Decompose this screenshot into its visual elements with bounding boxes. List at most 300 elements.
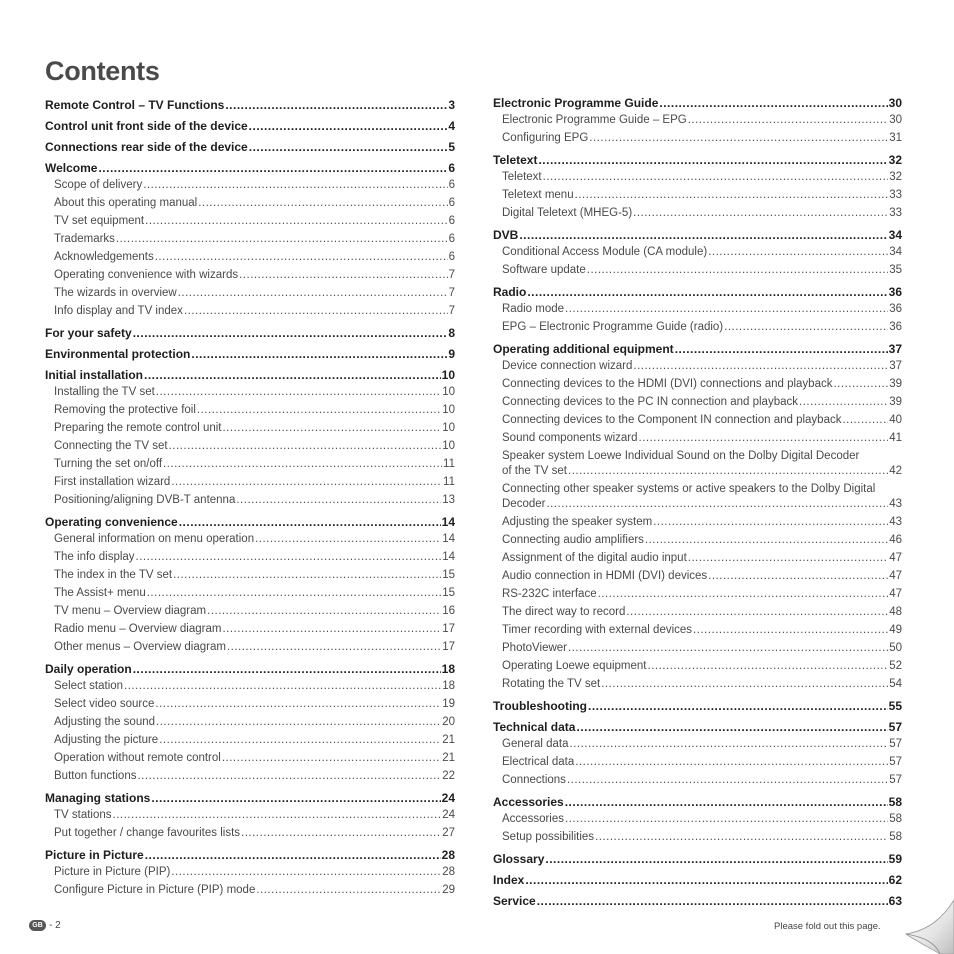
toc-page-number: 6: [448, 179, 455, 191]
toc-page-number: 24: [442, 809, 455, 821]
toc-heading-control-unit-front-side-of-the-device[interactable]: [45, 117, 455, 134]
toc-subentry-teletext-menu[interactable]: [493, 186, 902, 204]
toc-page-number: 57: [889, 774, 902, 786]
dot-leader: [693, 622, 888, 639]
toc-subentry-configure-picture-in-picture-pip-mode[interactable]: [45, 881, 455, 899]
dot-leader: [659, 95, 887, 111]
toc-page-number: 33: [889, 189, 902, 201]
toc-subentry-connecting-devices-to-the-component-in-c[interactable]: [493, 411, 902, 429]
toc-subentry-connecting-devices-to-the-hdmi-dvi-conne[interactable]: [493, 375, 902, 393]
toc-page-number: 17: [442, 623, 455, 635]
dot-leader: [633, 205, 888, 222]
toc-page-number: 24: [441, 791, 455, 805]
toc-entry-title: Welcome: [45, 161, 98, 175]
dot-leader: [236, 492, 441, 509]
toc-entry-title: Other menus – Overview diagram: [54, 641, 226, 653]
toc-subentry-the-assist-menu[interactable]: [45, 584, 455, 602]
toc-subentry-button-functions[interactable]: [45, 767, 455, 785]
toc-heading-initial-installation[interactable]: [45, 366, 455, 383]
dot-leader: [568, 464, 888, 479]
toc-page-number: 31: [889, 132, 902, 144]
toc-entry-title-continued: of the TV set: [502, 465, 567, 477]
toc-entry-title: Operating additional equipment: [493, 342, 674, 356]
toc-subentry-put-together-change-favourites-lists[interactable]: [45, 824, 455, 842]
toc-entry-title: TV set equipment: [54, 215, 145, 227]
toc-subentry-the-index-in-the-tv-set[interactable]: [45, 566, 455, 584]
toc-page-number: 58: [888, 795, 902, 809]
toc-subentry-installing-the-tv-set[interactable]: [45, 383, 455, 401]
toc-page-number: 19: [442, 698, 455, 710]
toc-page-number: 28: [442, 866, 455, 878]
dot-leader: [124, 678, 441, 695]
toc-subentry-audio-connection-in-hdmi-dvi-devices[interactable]: [493, 567, 902, 585]
toc-subentry-positioning-aligning-dvb-t-antenna[interactable]: [45, 491, 455, 509]
toc-heading-connections-rear-side-of-the-device[interactable]: [45, 138, 455, 155]
toc-page-number: 57: [889, 738, 902, 750]
toc-subentry-the-direct-way-to-record[interactable]: [493, 603, 902, 621]
dot-leader: [173, 567, 441, 584]
toc-page-number: 10: [442, 440, 455, 452]
dot-leader: [546, 497, 888, 512]
toc-heading-environmental-protection[interactable]: [45, 345, 455, 362]
toc-subentry-connecting-audio-amplifiers[interactable]: [493, 531, 902, 549]
toc-subentry-operating-loewe-equipment[interactable]: [493, 657, 902, 675]
toc-page-number: 35: [889, 264, 902, 276]
toc-page-number: 47: [889, 588, 902, 600]
toc-page-number: 42: [889, 465, 902, 477]
toc-entry-title: Audio connection in HDMI (DVI) devices: [502, 570, 708, 582]
toc-subentry-select-video-source[interactable]: [45, 695, 455, 713]
toc-entry-title: Service: [493, 894, 536, 908]
toc-entry-title: Control unit front side of the device: [45, 119, 248, 133]
toc-entry-title: Assignment of the digital audio input: [502, 552, 687, 564]
toc-entry-title: Scope of delivery: [54, 179, 143, 191]
toc-entry-title: Turning the set on/off: [54, 458, 163, 470]
toc-page-number: 33: [889, 207, 902, 219]
dot-leader: [241, 825, 441, 842]
toc-entry-title: First installation wizard: [54, 476, 171, 488]
dot-leader: [567, 772, 888, 789]
toc-entry-title: PhotoViewer: [502, 642, 567, 654]
toc-page-number: 18: [441, 662, 455, 676]
dot-leader: [133, 661, 441, 677]
toc-page-number: 14: [441, 515, 455, 529]
toc-page-number: 30: [889, 114, 902, 126]
dot-leader: [184, 303, 448, 320]
dot-leader: [225, 97, 447, 113]
toc-subentry-scope-of-delivery[interactable]: [45, 176, 455, 194]
toc-subentry-device-connection-wizard[interactable]: [493, 357, 902, 375]
toc-entry-title: General information on menu operation: [54, 533, 255, 545]
fold-out-note: Please fold out this page.: [774, 921, 881, 932]
toc-subentry-first-installation-wizard[interactable]: [45, 473, 455, 491]
dot-leader: [116, 231, 448, 248]
toc-page-number: 47: [889, 570, 902, 582]
dot-leader: [136, 549, 442, 566]
toc-subentry-epg-electronic-programme-guide-radio[interactable]: [493, 318, 902, 336]
toc-entry-title: Electronic Programme Guide – EPG: [502, 114, 687, 126]
toc-entry-title: EPG – Electronic Programme Guide (radio): [502, 321, 724, 333]
dot-leader: [799, 394, 888, 411]
page-number: - 2: [49, 920, 61, 931]
toc-entry-title: Daily operation: [45, 662, 132, 676]
toc-entry-title: Accessories: [502, 813, 564, 825]
toc-subentry-acknowledgements[interactable]: [45, 248, 455, 266]
toc-entry-title: The index in the TV set: [54, 569, 173, 581]
toc-subentry-adjusting-the-sound[interactable]: [45, 713, 455, 731]
dot-leader: [633, 358, 888, 375]
dot-leader: [113, 807, 442, 824]
toc-heading-troubleshooting[interactable]: [493, 697, 902, 714]
toc-entry-title: About this operating manual: [54, 197, 198, 209]
toc-entry-title: Adjusting the speaker system: [502, 516, 653, 528]
dot-leader: [198, 195, 447, 212]
dot-leader: [155, 696, 441, 713]
toc-page-number: 7: [448, 305, 455, 317]
dot-leader: [249, 139, 448, 155]
toc-entry-title: DVB: [493, 228, 519, 242]
dot-leader: [249, 118, 448, 134]
toc-page-number: 17: [442, 641, 455, 653]
toc-page-number: 21: [442, 734, 455, 746]
toc-entry-title: Picture in Picture: [45, 848, 144, 862]
toc-heading-managing-stations[interactable]: [45, 789, 455, 806]
toc-entry-title: Configuring EPG: [502, 132, 589, 144]
toc-subentry-info-display-and-tv-index[interactable]: [45, 302, 455, 320]
toc-entry-title: Index: [493, 873, 525, 887]
toc-entry-title: Select video source: [54, 698, 155, 710]
toc-page-number: 46: [889, 534, 902, 546]
toc-entry-title: Initial installation: [45, 368, 144, 382]
toc-page-number: 37: [888, 342, 902, 356]
toc-left-column: [45, 96, 455, 899]
toc-subentry-general-information-on-menu-operation[interactable]: [45, 530, 455, 548]
toc-entry-title: Button functions: [54, 770, 137, 782]
dot-leader: [688, 550, 888, 567]
dot-leader: [645, 532, 888, 549]
toc-subentry-connecting-devices-to-the-pc-in-connecti[interactable]: [493, 393, 902, 411]
toc-subentry-rotating-the-tv-set[interactable]: [493, 675, 902, 693]
toc-page-number: 58: [889, 831, 902, 843]
dot-leader: [207, 603, 441, 620]
toc-subentry-adjusting-the-picture[interactable]: [45, 731, 455, 749]
dot-leader: [595, 829, 888, 846]
toc-page-number: 6: [448, 197, 455, 209]
toc-entry-title: Picture in Picture (PIP): [54, 866, 171, 878]
toc-subentry-radio-mode[interactable]: [493, 300, 902, 318]
toc-subentry-digital-teletext-mheg-5[interactable]: [493, 204, 902, 222]
toc-entry-title: Device connection wizard: [502, 360, 633, 372]
toc-page-number: 10: [442, 404, 455, 416]
toc-page-number: 14: [442, 533, 455, 545]
toc-right-column: [493, 94, 902, 909]
toc-subentry-trademarks[interactable]: [45, 230, 455, 248]
toc-subentry-preparing-the-remote-control-unit[interactable]: [45, 419, 455, 437]
toc-heading-accessories[interactable]: [493, 793, 902, 810]
toc-page-number: 5: [448, 140, 455, 154]
toc-page-number: 32: [888, 153, 902, 167]
dot-leader: [589, 130, 888, 147]
toc-entry-title: Accessories: [493, 795, 564, 809]
toc-entry-title: Preparing the remote control unit: [54, 422, 222, 434]
toc-page-number: 21: [442, 752, 455, 764]
dot-leader: [179, 514, 441, 530]
toc-subentry-select-station[interactable]: [45, 677, 455, 695]
toc-page-number: 11: [443, 458, 455, 470]
toc-entry-title: Digital Teletext (MHEG-5): [502, 207, 633, 219]
toc-page-number: 28: [441, 848, 455, 862]
toc-entry-title: Operating convenience with wizards: [54, 269, 239, 281]
toc-entry-title: Operating Loewe equipment: [502, 660, 647, 672]
toc-entry-title: Adjusting the sound: [54, 716, 156, 728]
dot-leader: [708, 244, 888, 261]
dot-leader: [675, 341, 888, 357]
dot-leader: [724, 319, 888, 336]
toc-entry-title: Installing the TV set: [54, 386, 155, 398]
toc-entry-title: Adjusting the picture: [54, 734, 159, 746]
toc-subentry-general-data[interactable]: [493, 735, 902, 753]
toc-page-number: 6: [448, 233, 455, 245]
toc-subentry-about-this-operating-manual[interactable]: [45, 194, 455, 212]
toc-subentry-the-wizards-in-overview[interactable]: [45, 284, 455, 302]
dot-leader: [538, 152, 887, 168]
dot-leader: [144, 367, 441, 383]
toc-subentry-the-info-display[interactable]: [45, 548, 455, 566]
dot-leader: [145, 213, 447, 230]
toc-page-number: 13: [442, 494, 455, 506]
toc-entry-title: Connecting the TV set: [54, 440, 168, 452]
toc-page-number: 20: [442, 716, 455, 728]
toc-subentry-operating-convenience-with-wizards[interactable]: [45, 266, 455, 284]
toc-entry-title: Connecting audio amplifiers: [502, 534, 644, 546]
toc-page-number: 14: [442, 551, 455, 563]
dot-leader: [833, 376, 888, 393]
toc-entry-title: Timer recording with external devices: [502, 624, 693, 636]
toc-page-number: 6: [448, 251, 455, 263]
toc-entry-title: Rotating the TV set: [502, 678, 601, 690]
toc-subentry-speaker-system-loewe-individual-sound-on[interactable]: [493, 447, 902, 480]
toc-entry-title: Setup possibilities: [502, 831, 595, 843]
toc-page-number: 16: [442, 605, 455, 617]
toc-entry-title-continued: Decoder: [502, 498, 546, 510]
dot-leader: [133, 325, 448, 341]
toc-subentry-connecting-the-tv-set[interactable]: [45, 437, 455, 455]
dot-leader: [222, 621, 441, 638]
toc-subentry-electronic-programme-guide-epg[interactable]: [493, 111, 902, 129]
toc-entry-title: Conditional Access Module (CA module): [502, 246, 708, 258]
toc-heading-picture-in-picture[interactable]: [45, 846, 455, 863]
toc-entry-title: Positioning/aligning DVB-T antenna: [54, 494, 236, 506]
dot-leader: [222, 750, 441, 767]
toc-page-number: 54: [889, 678, 902, 690]
toc-page-number: 29: [442, 884, 455, 896]
dot-leader: [587, 262, 888, 279]
toc-entry-title: Speaker system Loewe Individual Sound on the Dolby Digital Decoder: [502, 450, 860, 462]
toc-entry-title: Radio mode: [502, 303, 565, 315]
dot-leader: [156, 384, 441, 401]
toc-entry-title: Teletext: [493, 153, 538, 167]
toc-subentry-rs-232c-interface[interactable]: [493, 585, 902, 603]
toc-subentry-operation-without-remote-control[interactable]: [45, 749, 455, 767]
dot-leader: [565, 301, 888, 318]
toc-heading-radio[interactable]: [493, 283, 902, 300]
toc-heading-service[interactable]: [493, 892, 902, 909]
dot-leader: [178, 285, 448, 302]
toc-page-number: 34: [889, 246, 902, 258]
toc-entry-title: TV menu – Overview diagram: [54, 605, 207, 617]
dot-leader: [648, 658, 889, 675]
toc-entry-title: TV stations: [54, 809, 112, 821]
toc-subentry-turning-the-set-on-off[interactable]: [45, 455, 455, 473]
toc-entry-title: Sound components wizard: [502, 432, 638, 444]
dot-leader: [575, 754, 888, 771]
dot-leader: [191, 346, 447, 362]
toc-subentry-accessories[interactable]: [493, 810, 902, 828]
toc-subentry-conditional-access-module-ca-module[interactable]: [493, 243, 902, 261]
toc-entry-title: Electronic Programme Guide: [493, 96, 659, 110]
toc-page-number: 6: [448, 161, 455, 175]
dot-leader: [708, 568, 888, 585]
dot-leader: [227, 639, 441, 656]
toc-subentry-tv-set-equipment[interactable]: [45, 212, 455, 230]
dot-leader: [575, 187, 889, 204]
toc-entry-title: Connecting devices to the PC IN connection and playback: [502, 396, 798, 408]
dot-leader: [653, 514, 888, 531]
toc-subentry-tv-menu-overview-diagram[interactable]: [45, 602, 455, 620]
toc-heading-welcome[interactable]: [45, 159, 455, 176]
toc-entry-title: The info display: [54, 551, 135, 563]
toc-page-number: 3: [448, 98, 455, 112]
toc-subentry-radio-menu-overview-diagram[interactable]: [45, 620, 455, 638]
dot-leader: [255, 531, 441, 548]
toc-subentry-photoviewer[interactable]: [493, 639, 902, 657]
toc-subentry-connecting-other-speaker-systems-or-acti[interactable]: [493, 480, 902, 513]
toc-page-number: 47: [889, 552, 902, 564]
toc-page-number: 15: [442, 569, 455, 581]
toc-entry-title: Operating convenience: [45, 515, 178, 529]
toc-page-number: 48: [889, 606, 902, 618]
toc-subentry-removing-the-protective-foil[interactable]: [45, 401, 455, 419]
toc-heading-dvb[interactable]: [493, 226, 902, 243]
toc-page-number: 57: [888, 720, 902, 734]
toc-page-number: 50: [889, 642, 902, 654]
dot-leader: [568, 640, 888, 657]
toc-page-number: 10: [442, 422, 455, 434]
toc-subentry-sound-components-wizard[interactable]: [493, 429, 902, 447]
dot-leader: [626, 604, 888, 621]
toc-entry-title: Software update: [502, 264, 586, 276]
toc-subentry-setup-possibilities[interactable]: [493, 828, 902, 846]
toc-page-number: 32: [889, 171, 902, 183]
toc-page-number: 36: [889, 321, 902, 333]
dot-leader: [543, 169, 889, 186]
toc-entry-title: Managing stations: [45, 791, 151, 805]
toc-page-number: 62: [888, 873, 902, 887]
toc-page-number: 41: [889, 432, 902, 444]
toc-heading-teletext[interactable]: [493, 151, 902, 168]
page-curl-icon: [900, 896, 954, 954]
toc-page-number: 9: [448, 347, 455, 361]
dot-leader: [98, 160, 447, 176]
toc-entry-title: Operation without remote control: [54, 752, 221, 764]
toc-subentry-assignment-of-the-digital-audio-input[interactable]: [493, 549, 902, 567]
toc-subentry-configuring-epg[interactable]: [493, 129, 902, 147]
toc-heading-remote-control-tv-functions[interactable]: [45, 96, 455, 113]
dot-leader: [537, 893, 888, 909]
dot-leader: [601, 676, 888, 693]
toc-subentry-tv-stations[interactable]: [45, 806, 455, 824]
dot-leader: [159, 732, 441, 749]
toc-page-number: 43: [889, 498, 902, 510]
toc-subentry-timer-recording-with-external-devices[interactable]: [493, 621, 902, 639]
toc-subentry-adjusting-the-speaker-system[interactable]: [493, 513, 902, 531]
dot-leader: [143, 177, 447, 194]
toc-entry-title: The direct way to record: [502, 606, 626, 618]
toc-subentry-picture-in-picture-pip[interactable]: [45, 863, 455, 881]
toc-entry-title: Teletext: [502, 171, 542, 183]
dot-leader: [588, 698, 888, 714]
toc-heading-operating-convenience[interactable]: [45, 513, 455, 530]
toc-page-number: 11: [443, 476, 455, 488]
toc-subentry-other-menus-overview-diagram[interactable]: [45, 638, 455, 656]
dot-leader: [163, 456, 442, 473]
toc-entry-title: Removing the protective foil: [54, 404, 196, 416]
toc-heading-operating-additional-equipment[interactable]: [493, 340, 902, 357]
dot-leader: [576, 719, 887, 735]
toc-entry-title: Connecting devices to the Component IN connection and playback: [502, 414, 842, 426]
toc-entry-title: Connections rear side of the device: [45, 140, 248, 154]
toc-subentry-teletext[interactable]: [493, 168, 902, 186]
toc-entry-title: RS-232C interface: [502, 588, 597, 600]
dot-leader: [239, 267, 447, 284]
toc-heading-for-your-safety[interactable]: [45, 324, 455, 341]
toc-heading-daily-operation[interactable]: [45, 660, 455, 677]
toc-entry-title: Troubleshooting: [493, 699, 587, 713]
toc-heading-index[interactable]: [493, 871, 902, 888]
toc-page-number: 4: [448, 119, 455, 133]
toc-page-number: 8: [448, 326, 455, 340]
toc-entry-title: Info display and TV index: [54, 305, 183, 317]
dot-leader: [519, 227, 887, 243]
dot-leader: [545, 851, 887, 867]
toc-subentry-software-update[interactable]: [493, 261, 902, 279]
dot-leader: [570, 736, 889, 753]
toc-entry-title: Electrical data: [502, 756, 575, 768]
toc-entry-title: The wizards in overview: [54, 287, 177, 299]
toc-subentry-electrical-data[interactable]: [493, 753, 902, 771]
dot-leader: [137, 768, 441, 785]
toc-page-number: 59: [888, 852, 902, 866]
toc-heading-technical-data[interactable]: [493, 718, 902, 735]
toc-page-number: 37: [889, 360, 902, 372]
dot-leader: [155, 249, 448, 266]
toc-entry-title: Remote Control – TV Functions: [45, 98, 225, 112]
dot-leader: [222, 420, 441, 437]
dot-leader: [527, 284, 887, 300]
footer-page-info: [29, 920, 61, 931]
toc-subentry-connections[interactable]: [493, 771, 902, 789]
toc-page-number: 10: [441, 368, 455, 382]
toc-heading-electronic-programme-guide[interactable]: [493, 94, 902, 111]
dot-leader: [639, 430, 889, 447]
toc-heading-glossary[interactable]: [493, 850, 902, 867]
toc-page-number: 58: [889, 813, 902, 825]
toc-entry-title: Connecting other speaker systems or active speakers to the Dolby Digital: [502, 483, 876, 495]
toc-page-number: 49: [889, 624, 902, 636]
dot-leader: [147, 585, 441, 602]
dot-leader: [169, 438, 442, 455]
toc-page-number: 63: [888, 894, 902, 908]
